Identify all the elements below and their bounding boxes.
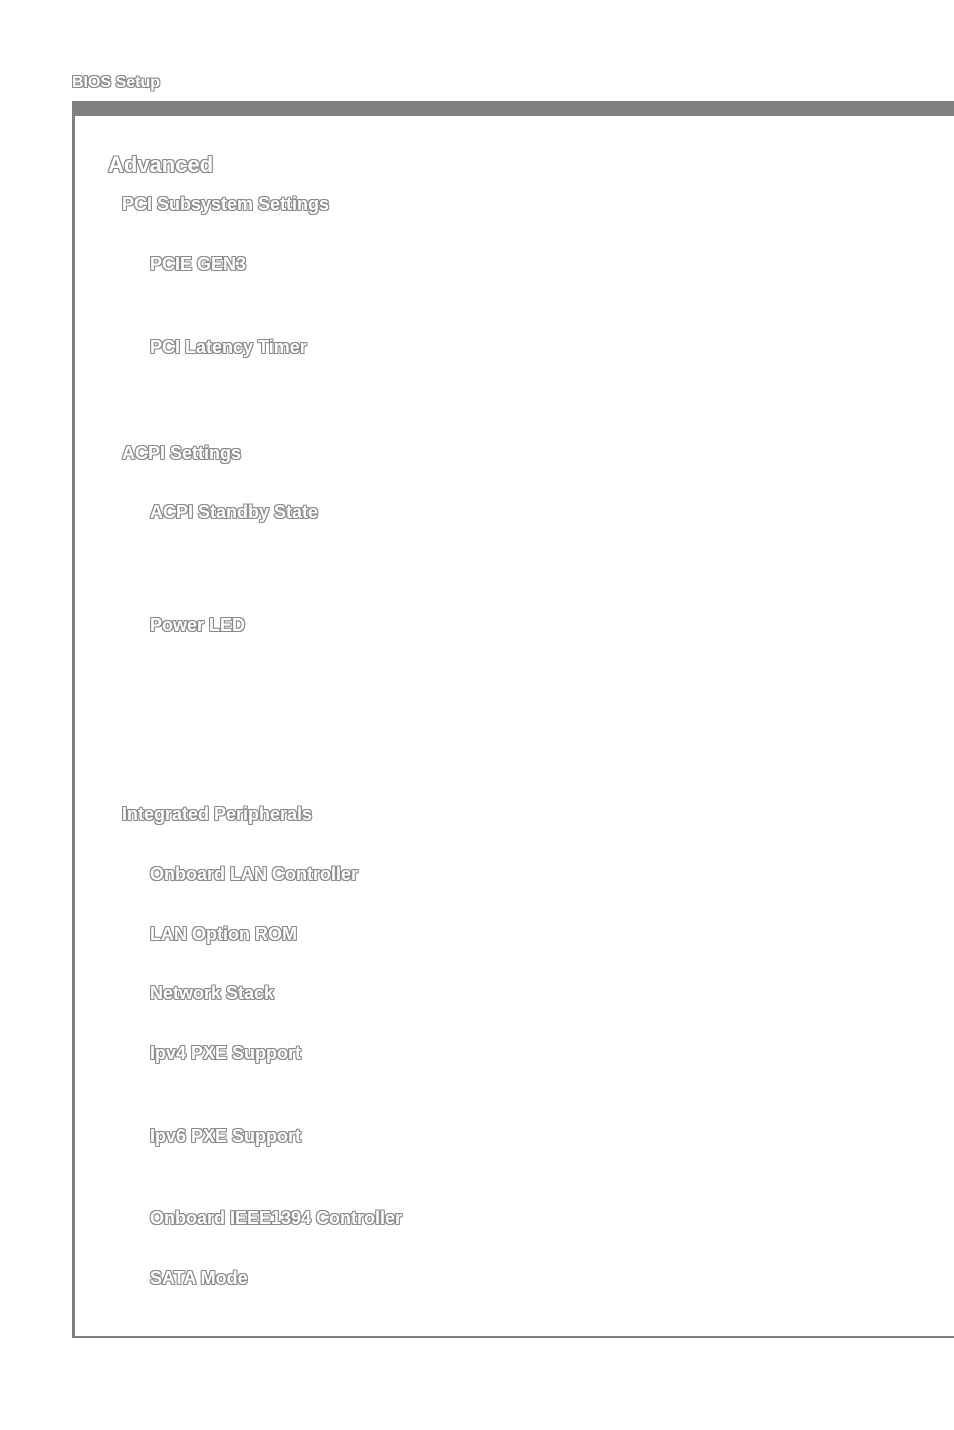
- item-acpi-standby-state: ACPI Standby State: [150, 502, 319, 522]
- header-label: BIOS Setup: [72, 74, 161, 91]
- item-onboard-lan-controller: Onboard LAN Controller: [150, 864, 358, 884]
- top-bar: [72, 101, 954, 116]
- left-rule: [72, 101, 75, 1338]
- section-title-integrated-peripherals: Integrated Peripherals: [122, 804, 313, 824]
- item-onboard-ieee1394-controller: Onboard IEEE1394 Controller: [150, 1208, 403, 1228]
- item-pci-latency-timer: PCI Latency Timer: [150, 337, 307, 357]
- item-sata-mode: SATA Mode: [150, 1268, 248, 1288]
- item-network-stack: Network Stack: [150, 983, 275, 1003]
- item-lan-option-rom: LAN Option ROM: [150, 924, 297, 944]
- item-power-led: Power LED: [150, 615, 246, 635]
- section-title-pci-subsystem: PCI Subsystem Settings: [122, 194, 330, 214]
- item-pcie-gen3: PCIE GEN3: [150, 254, 247, 274]
- section-title-acpi: ACPI Settings: [122, 443, 242, 463]
- item-ipv4-pxe-support: Ipv4 PXE Support: [150, 1043, 302, 1063]
- bottom-rule: [72, 1336, 954, 1338]
- page-title: Advanced: [108, 152, 214, 177]
- item-ipv6-pxe-support: Ipv6 PXE Support: [150, 1126, 302, 1146]
